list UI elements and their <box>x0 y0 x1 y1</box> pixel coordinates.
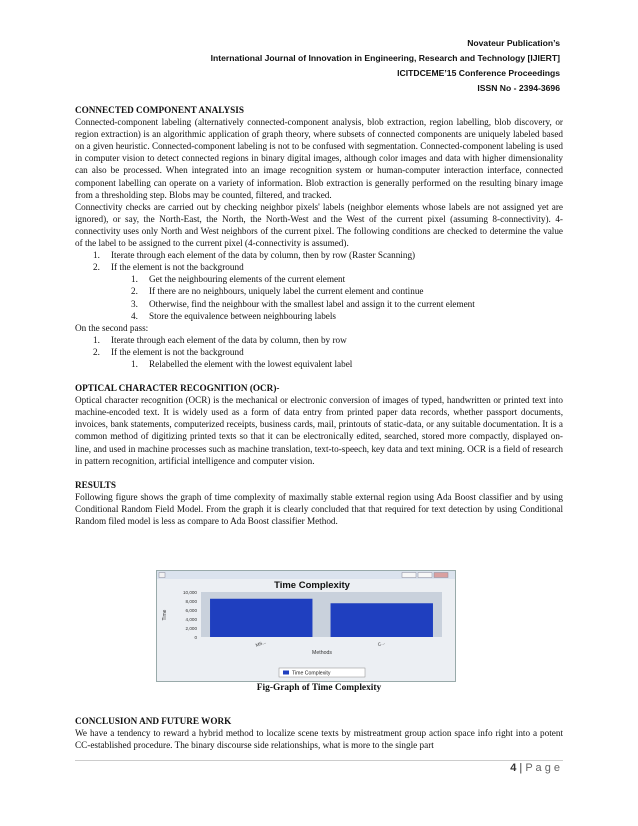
list-item: 3. Otherwise, find the neighbour with the smallest label and assign it to the current element <box>131 298 475 309</box>
footer-separator: | <box>516 762 526 774</box>
bar <box>331 603 433 637</box>
list-item: 4. Store the equivalence between neighbouring labels <box>131 310 337 321</box>
y-tick-label: 2,000 <box>185 625 197 631</box>
page-footer <box>510 762 560 774</box>
ocr-paragraph: Optical character recognition (OCR) is the mechanical or electronic conversion of images of typed, handwritten or printed text into machine-encoded text. It is widely used as a form of data entry from printed paper data records, whether passport documents, invoices, bank statements, computerized receipts, business cards, mail, printouts of static-data, or any suitable documentation. It is a common method of digitizing printed texts so that it can be electronically edited, searched, stored more compactly, displayed on-line, and used in machine processes such as machine translation, text-to-speech, key data and text mining. OCR is a field of research in pattern recognition, artificial intelligence and computer vision. <box>75 395 563 466</box>
minimize-icon[interactable] <box>402 573 416 578</box>
maximize-icon[interactable] <box>418 573 432 578</box>
second-pass-list <box>75 334 563 370</box>
second-pass-label: On the second pass: <box>75 322 149 333</box>
ccl-paragraph-1: Connected-component labeling (alternatively connected-component analysis, blob extraction, region labelling, blob discovery, or region extraction) is an algorithmic application of graph theory, where subsets of connected components are uniquely labeled based on a given heuristic. Connected-component labeling is not to be confused with segmentation. Connected-component labeling is used in computer vision to detect connected regions in binary digital images, although color images and data with higher dimensionality can also be processed. When integrated into an image recognition system or human-computer interaction interface, connected component labelling can operate on a variety of information. Blob extraction is generally performed on the resulting binary image from a thresholding step. Blobs may be counted, filtered, and tracked. <box>75 117 563 200</box>
x-tick-label: MS... <box>254 639 267 648</box>
journal-header <box>211 36 560 96</box>
ccl-paragraph-2: Connectivity checks are carried out by checking neighbor pixels' labels (neighbor elements whose labels are not assigned yet are ignored), or say, the North-East, the North, the North-West and the West of the current pixel (assuming 8-connectivity). 4-connectivity uses only North and West neighbors of the current pixel. The following conditions are checked to determine the value of the label to be assigned to the current pixel (4-connectivity is assumed). <box>75 201 563 249</box>
x-tick-label: C... <box>377 640 386 648</box>
y-tick-label: 6,000 <box>185 607 197 613</box>
journal-title-line: International Journal of Innovation in Engineering, Research and Technology [IJIERT] <box>210 53 560 63</box>
section-heading-conclusion: CONCLUSION AND FUTURE WORK <box>75 716 232 726</box>
list-item: 1. Get the neighbouring elements of the current element <box>131 274 346 285</box>
issn-line: ISSN No - 2394-3696 <box>477 83 560 93</box>
conclusion-paragraph: We have a tendency to reward a hybrid method to localize scene texts by mistreatment group action space info right into a potent CC-established procedure. The binary discourse side relationships, what is more to the single part <box>75 728 563 751</box>
list-item: 2. If there are no neighbours, uniquely label the current element and continue <box>131 286 424 297</box>
chart-title: Time Complexity <box>274 580 350 591</box>
x-axis-label: Methods <box>312 650 332 656</box>
bar <box>210 599 312 637</box>
y-axis-label: Time <box>162 609 168 621</box>
section-heading-ccl: CONNECTED COMPONENT ANALYSIS <box>75 105 244 115</box>
figure-caption: Fig-Graph of Time Complexity <box>256 683 382 693</box>
article-body <box>75 104 563 527</box>
list-item: 1. Iterate through each element of the data by column, then by row <box>93 334 347 345</box>
conference-line: ICITDCEME’15 Conference Proceedings <box>397 68 560 78</box>
results-paragraph: Following figure shows the graph of time complexity of maximally stable external region using Ada Boost classifier and by using Conditional Random Field Model. From the graph it is clearly concluded that that required for text detection by using Conditional Random filed model is less as compare to Ada Boost classifier Method. <box>75 491 563 526</box>
page-label: P a g e <box>525 762 560 774</box>
conclusion-section <box>75 715 563 751</box>
chart-svg <box>157 571 455 681</box>
first-pass-list <box>75 249 563 322</box>
legend-label: Time Complexity <box>292 670 331 677</box>
page-number: 4 <box>510 762 517 774</box>
list-item: 2. If the element is not the background <box>93 346 244 357</box>
window-app-icon <box>159 573 165 578</box>
y-tick-label: 4,000 <box>185 616 197 622</box>
list-item: 1. Iterate through each element of the data by column, then by row (Raster Scanning) <box>93 250 416 261</box>
time-complexity-chart <box>156 570 456 682</box>
section-heading-ocr: OPTICAL CHARACTER RECOGNITION (OCR)- <box>75 383 280 394</box>
publisher-line: Novateur Publication’s <box>467 38 560 48</box>
list-item: 2. If the element is not the background <box>93 262 244 273</box>
footer-divider <box>75 760 563 761</box>
y-tick-label: 0 <box>194 634 197 640</box>
y-tick-label: 8,000 <box>185 598 197 604</box>
legend-swatch <box>283 671 289 675</box>
list-item: 1. Relabelled the element with the lowest equivalent label <box>131 358 353 369</box>
close-icon[interactable] <box>434 573 448 578</box>
y-tick-label: 10,000 <box>182 589 197 595</box>
section-heading-results: RESULTS <box>75 479 117 490</box>
